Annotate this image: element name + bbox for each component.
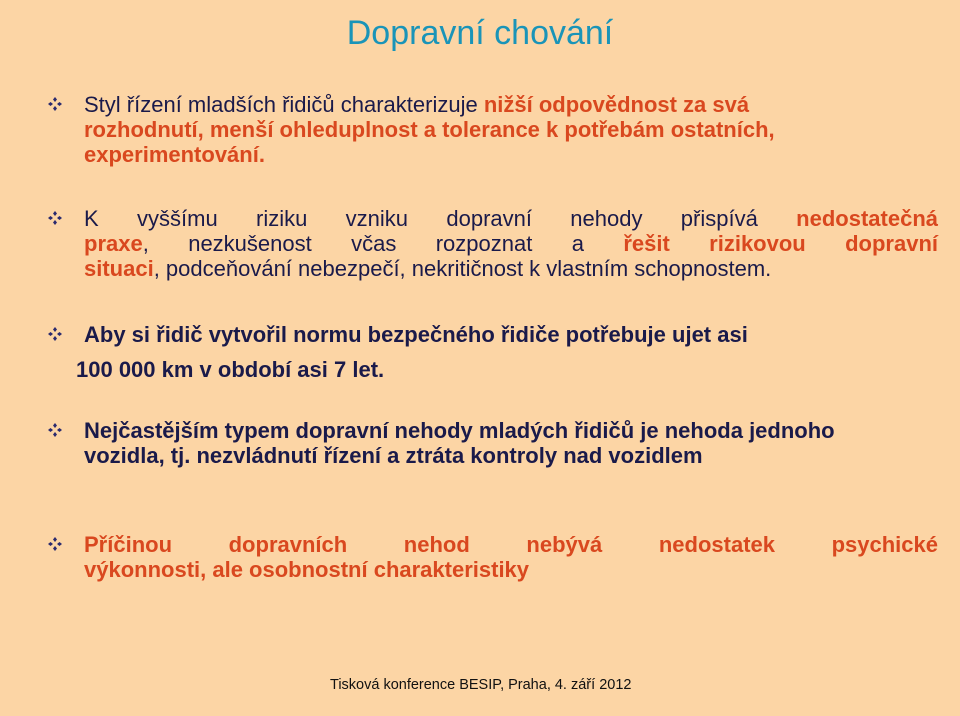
four-diamond-bullet-icon (48, 211, 62, 225)
slide-title: Dopravní chování (346, 14, 614, 52)
bullet-5-segment-1: Příčinou dopravních nehod nebývá nedostatek psychické (84, 532, 938, 557)
bullet-text-1 (84, 92, 938, 167)
bullet-text-3 (76, 322, 938, 382)
four-diamond-bullet-icon (48, 327, 62, 341)
bullet-item-1 (48, 92, 938, 167)
bullet-2-segment-6: situaci (84, 256, 154, 281)
bullet-3-segment-1: Aby si řidič vytvořil normu bezpečného řidiče potřebuje ujet asi (84, 322, 748, 347)
four-diamond-bullet-icon (48, 537, 62, 551)
bullet-3-segment-2: 100 000 km v období asi 7 let. (76, 357, 385, 382)
four-diamond-bullet-icon (48, 423, 62, 437)
bullet-1-segment-1: Styl řízení mladších řidičů charakterizuje (84, 92, 484, 117)
bullet-text-4: Nejčastějším typem dopravní nehody mladých řidičů je nehoda jednoho vozidla, tj. nezvládnutí řízení a ztráta kontroly nad vozidlem (84, 418, 835, 468)
bullet-2-segment-3: praxe (84, 231, 143, 256)
bullet-item-5 (48, 532, 938, 582)
footer-text: Tisková konference BESIP, Praha, 4. září 2012 (330, 677, 632, 693)
bullet-2-segment-7: , podceňování nebezpečí, nekritičnost k vlastním schopnostem. (153, 256, 772, 281)
bullet-5-segment-2: výkonnosti, ale osobnostní charakteristiky (84, 557, 530, 582)
bullet-2-segment-5: řešit rizikovou dopravní (623, 231, 938, 256)
bullet-2-segment-1: K vyššímu riziku vzniku dopravní nehody přispívá (84, 206, 797, 231)
bullet-text-5 (84, 532, 938, 582)
bullet-2-segment-4: , nezkušenost včas rozpoznat a (142, 231, 624, 256)
bullet-text-2 (84, 206, 938, 281)
bullet-item-4 (48, 418, 938, 468)
bullet-item-2 (48, 206, 938, 281)
bullet-1-segment-3: rozhodnutí, menší ohleduplnost a tolerance k potřebám ostatních, experimentování. (84, 117, 775, 167)
four-diamond-bullet-icon (48, 97, 62, 111)
bullet-2-segment-2: nedostatečná (796, 206, 938, 231)
bullet-1-segment-2: nižší odpovědnost za svá (483, 92, 750, 117)
bullet-item-3 (48, 322, 938, 382)
